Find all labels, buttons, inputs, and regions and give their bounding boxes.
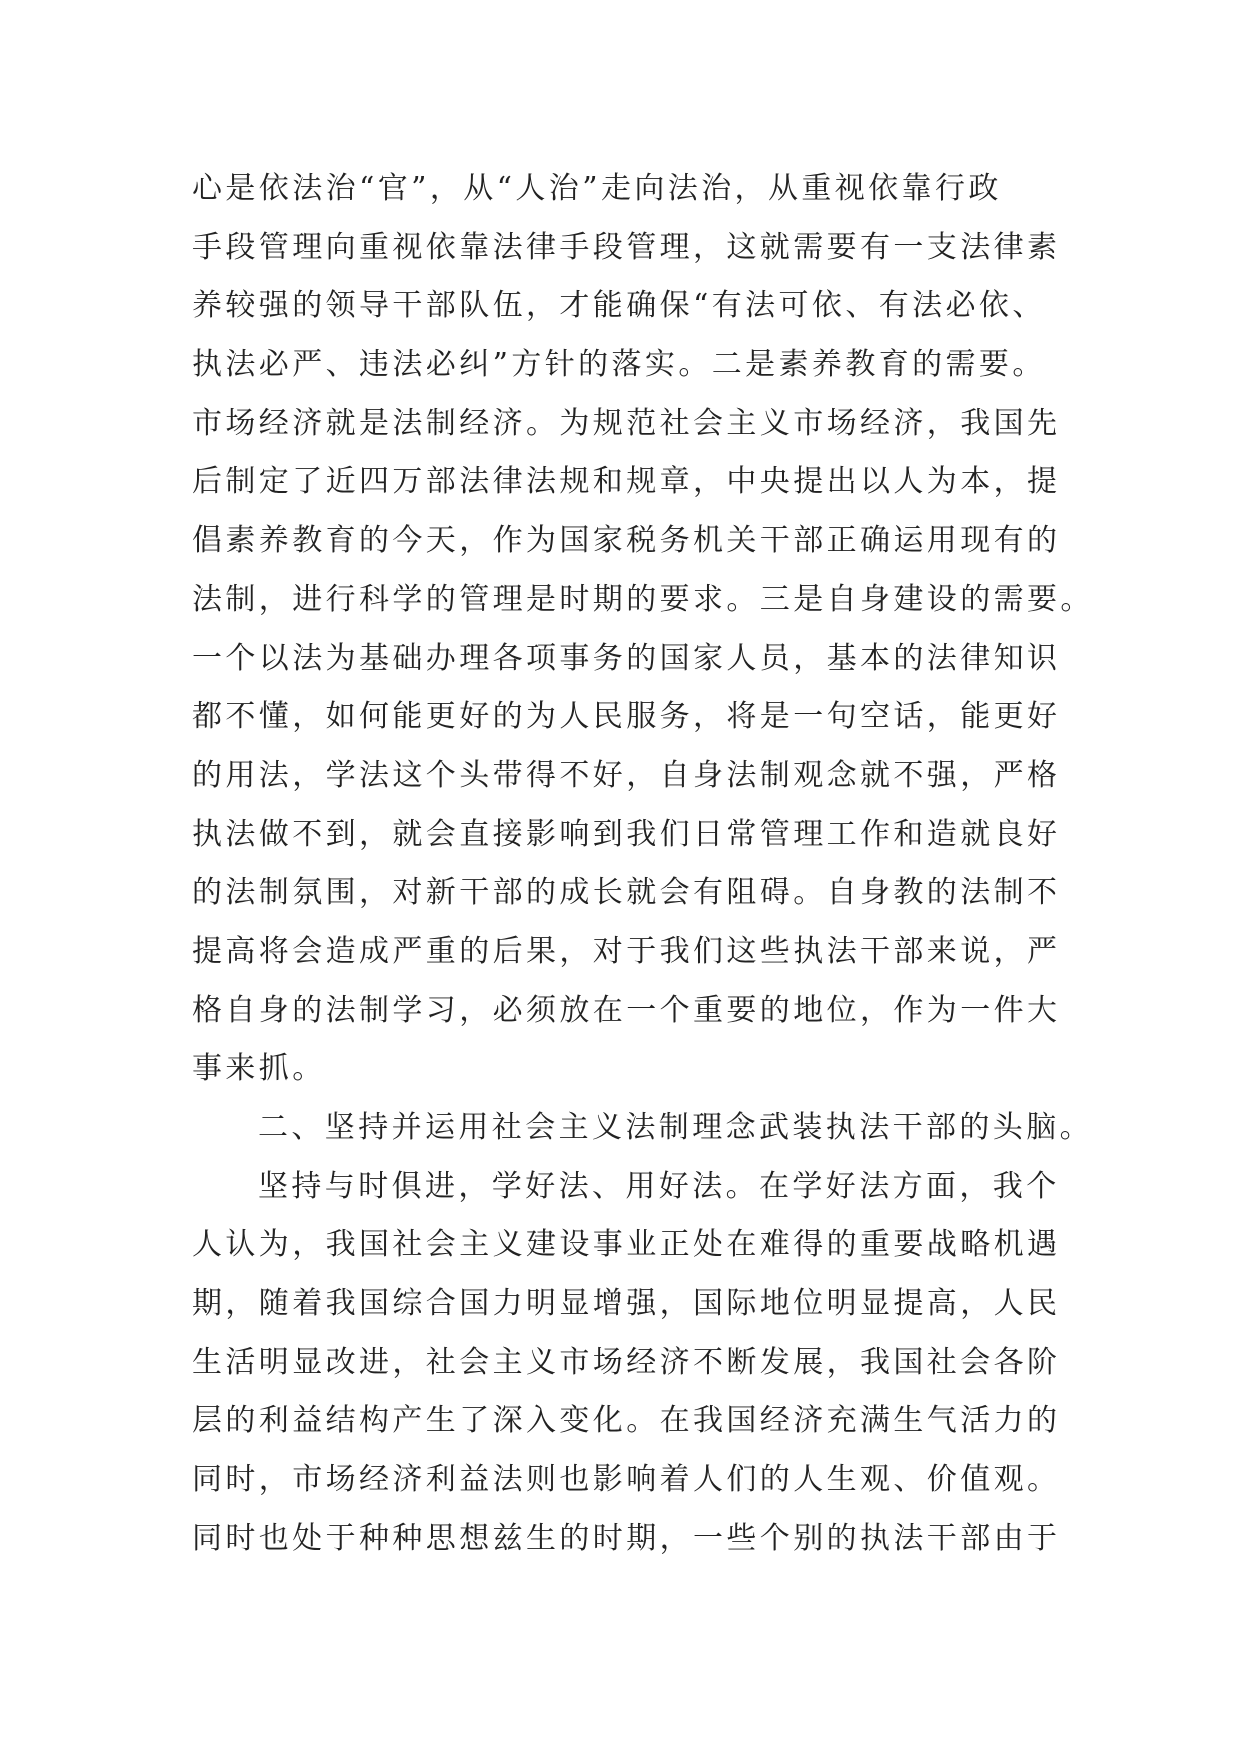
text-line: 的用法，学法这个头带得不好，自身法制观念就不强，严格 xyxy=(192,757,1061,793)
text-line: 同时，市场经济利益法则也影响着人们的人生观、价值观。 xyxy=(192,1462,1061,1498)
text-line: 执法必严、违法必纠”方针的落实。二是素养教育的需要。 xyxy=(192,347,1046,383)
text-line: 提高将会造成严重的后果，对于我们这些执法干部来说，严 xyxy=(192,933,1061,969)
section-heading: 二、坚持并运用社会主义法制理念武装执法干部的头脑。 xyxy=(258,1110,1093,1145)
text-line: 同时也处于种种思想兹生的时期，一些个别的执法干部由于 xyxy=(192,1520,1061,1556)
text-line: 的法制氛围，对新干部的成长就会有阻碍。自身教的法制不 xyxy=(192,875,1061,911)
text-line: 生活明显改进，社会主义市场经济不断发展，我国社会各阶 xyxy=(192,1344,1061,1380)
text-line: 后制定了近四万部法律法规和规章，中央提出以人为本，提 xyxy=(192,464,1061,500)
text-line: 期，随着我国综合国力明显增强，国际地位明显提高，人民 xyxy=(192,1286,1061,1322)
text-line: 市场经济就是法制经济。为规范社会主义市场经济，我国先 xyxy=(192,405,1061,441)
text-line: 事来抓。 xyxy=(192,1051,326,1087)
text-line: 心是依法治“官”，从“人治”走向法治，从重视依靠行政 xyxy=(192,171,1002,206)
text-line: 养较强的领导干部队伍，才能确保“有法可依、有法必依、 xyxy=(192,288,1046,324)
text-line: 一个以法为基础办理各项事务的国家人员，基本的法律知识 xyxy=(192,640,1061,676)
text-line: 倡素养教育的今天，作为国家税务机关干部正确运用现有的 xyxy=(192,523,1061,559)
text-line: 法制，进行科学的管理是时期的要求。三是自身建设的需要。 xyxy=(192,581,1094,617)
text-line: 手段管理向重视依靠法律手段管理，这就需要有一支法律素 xyxy=(192,229,1061,265)
text-line: 都不懂，如何能更好的为人民服务，将是一句空话，能更好 xyxy=(192,699,1061,735)
text-line: 层的利益结构产生了深入变化。在我国经济充满生气活力的 xyxy=(192,1403,1061,1439)
body-text xyxy=(192,160,1094,1569)
text-line: 执法做不到，就会直接影响到我们日常管理工作和造就良好 xyxy=(192,816,1061,852)
text-line: 人认为，我国社会主义建设事业正处在难得的重要战略机遇 xyxy=(192,1227,1061,1263)
text-line: 格自身的法制学习，必须放在一个重要的地位，作为一件大 xyxy=(192,992,1061,1028)
paragraph-first-line: 坚持与时俱进，学好法、用好法。在学好法方面，我个 xyxy=(258,1168,1060,1204)
